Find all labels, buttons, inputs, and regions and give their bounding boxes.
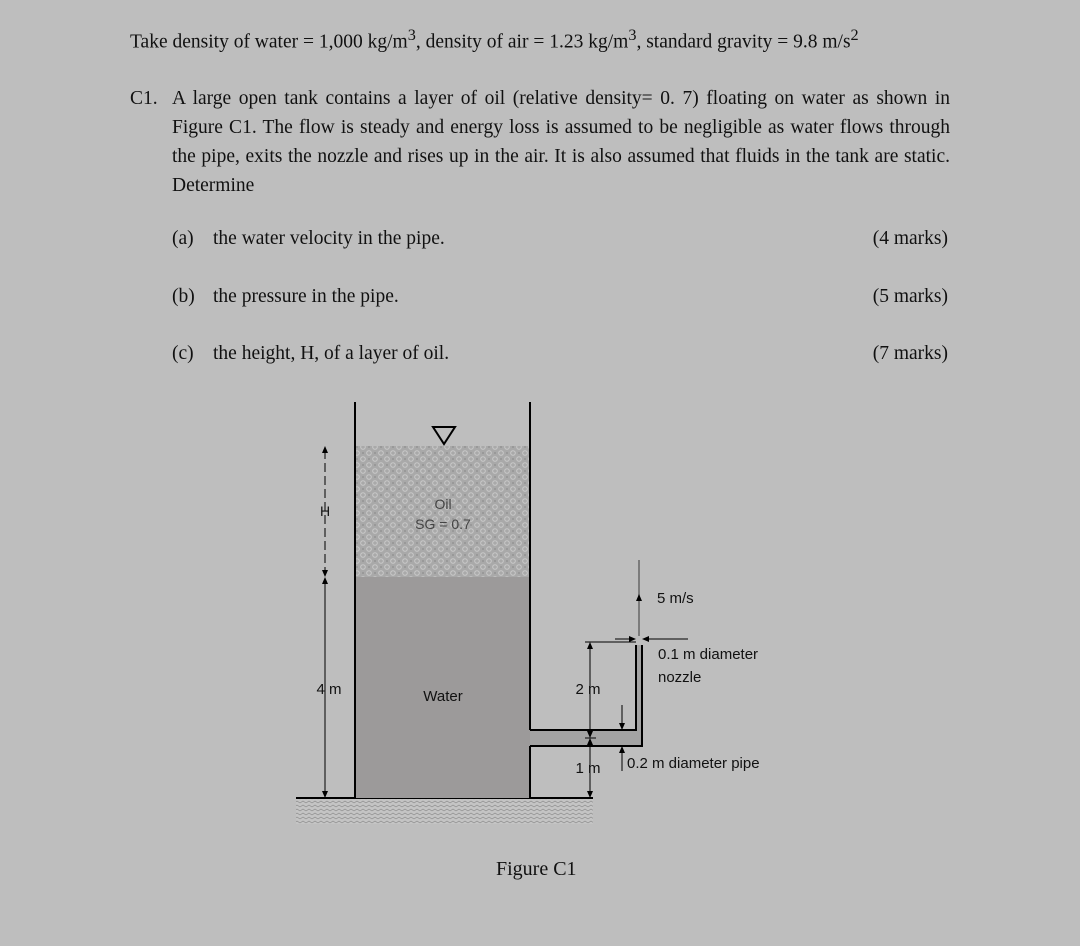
question-text: A large open tank contains a layer of oil (relative density= 0. 7) floating on water as shown in Figure C1. The flow is steady and energy loss is assumed to be negligible as water flows through the pipe, exits the nozzle and rises up in the air. It is also assumed that fluids in the tank are static. Determine (172, 88, 950, 196)
depth-label: 4 m (316, 681, 342, 698)
nozzle-arrow-right (642, 636, 649, 642)
ground-hatch (296, 798, 593, 824)
part-a-text: the water velocity in the pipe. (213, 228, 445, 249)
given-text-2: , density of air = 1.23 kg/m (415, 31, 629, 53)
part-c-marks: (7 marks) (872, 343, 948, 364)
part-b-marks: (5 marks) (872, 286, 948, 307)
velocity-label: 5 m/s (657, 590, 694, 607)
sg-label: SG = 0.7 (415, 516, 471, 532)
rise-label: 2 m (575, 681, 601, 698)
water-label: Water (423, 688, 463, 705)
given-text-1: Take density of water = 1,000 kg/m (130, 31, 408, 53)
part-b-label: (b) (172, 286, 195, 307)
given-text-3: , standard gravity = 9.8 m/s (636, 31, 851, 53)
h-label: H (319, 503, 331, 519)
pipe-diameter-arrow-2 (619, 746, 625, 753)
part-a-label: (a) (172, 228, 194, 249)
pipe-diameter-label: 0.2 m diameter pipe (627, 755, 760, 772)
rise-arrow-top (587, 642, 593, 649)
question-number: C1. (130, 88, 158, 109)
depth-arrow-bottom (322, 791, 328, 798)
pipe-height-label: 1 m (575, 760, 601, 777)
nozzle-arrow-left (629, 636, 636, 642)
part-b-text: the pressure in the pipe. (213, 286, 399, 307)
jet-velocity-arrow (636, 594, 642, 601)
free-surface-icon (433, 427, 455, 444)
nozzle-label-line1: 0.1 m diameter (658, 646, 759, 663)
figure-caption: Figure C1 (496, 858, 577, 880)
part-c-label: (c) (172, 343, 194, 364)
part-c-text: the height, H, of a layer of oil. (213, 343, 450, 364)
h-arrow-bottom (322, 570, 328, 577)
oil-label: Oil (434, 496, 452, 512)
pipe-diameter-arrow-1 (619, 723, 625, 730)
part-a-marks: (4 marks) (872, 228, 948, 249)
pipe-height-arrow-bottom (587, 791, 593, 798)
depth-arrow-top (322, 577, 328, 584)
given-sup-2: 3 (628, 26, 637, 44)
given-sup-3: 2 (850, 26, 859, 44)
h-arrow-top (322, 446, 328, 453)
nozzle-label-line2: nozzle (658, 669, 702, 686)
given-sup-1: 3 (407, 26, 416, 44)
